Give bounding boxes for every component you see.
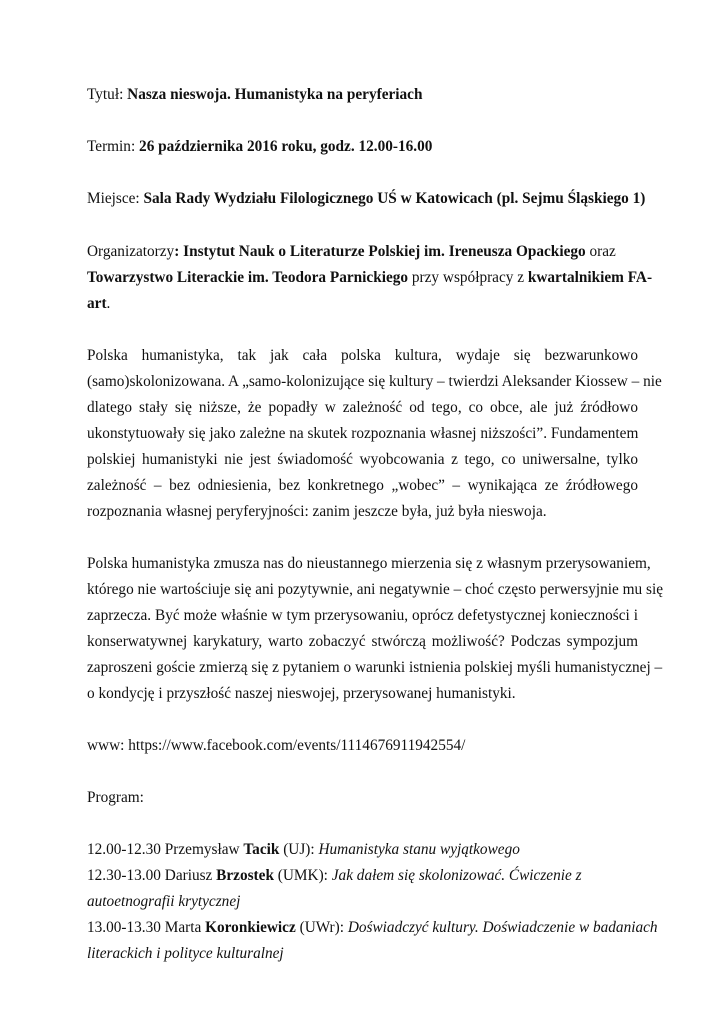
program-item-2-continued: [87, 889, 240, 915]
speaker-last-name: Brzostek: [216, 867, 274, 884]
organizers-label: Organizatorzy: [87, 243, 175, 260]
place-value: Sala Rady Wydziału Filologicznego UŚ w Katowicach (pl. Sejmu Śląskiego 1): [143, 190, 646, 207]
paragraph-1-line-3: dlatego stały się niższe, że popadły w zależność od tego, co obce, ale już źródłowo: [87, 399, 638, 416]
organizers-conjunction-2: przy współpracy z: [408, 269, 528, 286]
paragraph-2-line-3: zaprzecza. Być może właśnie w tym przerysowaniu, oprócz defetystycznej konieczności i: [87, 607, 638, 624]
title-line: [87, 82, 422, 108]
paragraph-2-line-1: Polska humanistyka zmusza nas do nieustannego mierzenia się z własnym przerysowaniem,: [87, 555, 651, 572]
organizers-line-3: [87, 291, 110, 317]
program-item-1: [87, 837, 520, 863]
program-item-3-continued: [87, 941, 284, 967]
talk-title: Humanistyka stanu wyjątkowego: [318, 841, 520, 858]
term-line: [87, 134, 432, 160]
organizers-end: .: [106, 295, 111, 312]
organizer-3-part-1: kwartalnikiem FA-: [527, 269, 653, 286]
organizer-1: : Instytut Nauk o Literaturze Polskiej im. Ireneusza Opackiego: [174, 243, 586, 260]
program-time: 12.00-12.30: [87, 841, 161, 858]
program-label: Program:: [87, 789, 144, 806]
organizers-line-1: [87, 239, 616, 265]
paragraph-1-line-5: polskiej humanistyki nie jest świadomość wyobcowania z tego, co uniwersalne, tylko: [87, 451, 638, 468]
paragraph-2-line-2: którego nie wartościuje się ani pozytywnie, ani negatywnie – choć często perwersyjnie mu się: [87, 581, 663, 598]
paragraph-2-line-5: zaproszeni goście zmierzą się z pytaniem o warunki istnienia polskiej myśli humanistycznej –: [87, 659, 663, 676]
term-label: Termin:: [87, 138, 136, 155]
speaker-last-name: Tacik: [243, 841, 280, 858]
speaker-affiliation: (UJ):: [283, 841, 315, 858]
speaker-affiliation: (UMK):: [277, 867, 328, 884]
paragraph-1-line-6: zależność – bez odniesienia, bez konkretnego „wobec” – wynikająca ze źródłowego: [87, 477, 638, 494]
talk-title-continued: autoetnografii krytycznej: [87, 893, 241, 910]
organizer-3-part-2: art: [87, 295, 107, 312]
paragraph-2-line-4: konserwatywnej karykatury, warto zobaczyć stwórczą możliwość? Podczas sympozjum: [87, 633, 638, 650]
paragraph-1-line-7: rozpoznania własnej peryferyjności: zanim jeszcze była, już była nieswoja.: [87, 503, 547, 520]
organizers-line-2: [87, 265, 652, 291]
place-label: Miejsce:: [87, 190, 140, 207]
speaker-first-name: Marta: [164, 919, 202, 936]
speaker-first-name: Przemysław: [164, 841, 240, 858]
title-label: Tytuł:: [87, 86, 124, 103]
organizer-2: Towarzystwo Literackie im. Teodora Parnickiego: [87, 269, 409, 286]
place-line: [87, 186, 645, 212]
www-link[interactable]: www: https://www.facebook.com/events/1114676911942554/: [87, 737, 466, 754]
paragraph-1-line-4: ukonstytuowały się jako zależne na skutek rozpoznania własnej niższości”. Fundamentem: [87, 425, 639, 442]
program-time: 13.00-13.30: [87, 919, 161, 936]
talk-title: Jak dałem się skolonizować. Ćwiczenie z: [331, 867, 582, 884]
program-item-2: [87, 863, 582, 889]
paragraph-1-line-1: Polska humanistyka, tak jak cała polska kultura, wydaje się bezwarunkowo: [87, 347, 638, 364]
speaker-last-name: Koronkiewicz: [205, 919, 296, 936]
talk-title: Doświadczyć kultury. Doświadczenie w badaniach: [347, 919, 658, 936]
speaker-affiliation: (UWr):: [299, 919, 344, 936]
speaker-first-name: Dariusz: [164, 867, 213, 884]
title-value: Nasza nieswoja. Humanistyka na peryferiach: [127, 86, 423, 103]
talk-title-continued: literackich i polityce kulturalnej: [87, 945, 284, 962]
program-item-3: [87, 915, 658, 941]
program-time: 12.30-13.00: [87, 867, 161, 884]
paragraph-2-line-6: o kondycję i przyszłość naszej nieswojej, przerysowanej humanistyki.: [87, 685, 516, 702]
term-value: 26 października 2016 roku, godz. 12.00-16.00: [139, 138, 433, 155]
organizers-conjunction-1: oraz: [585, 243, 616, 260]
paragraph-1-line-2: (samo)skolonizowana. A „samo-kolonizujące się kultury – twierdzi Aleksander Kiossew – nie: [87, 373, 662, 390]
